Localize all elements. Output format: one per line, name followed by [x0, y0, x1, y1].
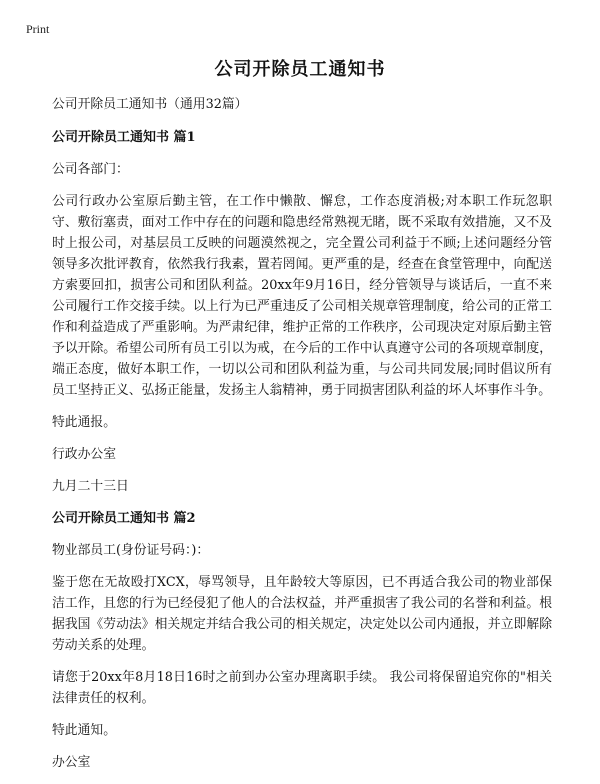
salutation: 物业部员工(身份证号码：)： [52, 543, 210, 558]
body-paragraph: 公司行政办公室原后勤主管，在工作中懒散、懈怠，工作态度消极;对本职工作玩忽职守、敷衍塞责，面对工作中存在的问题和隐患经常熟视无睹，既不采取有效措施，又不及时上报公司，对基层员工反映的问题漠然视之，完全置公司利益于不顾;上述问题经分管领导多次批评教育，依然我行我素，置若罔闻。更严重的是，经查在食堂管理中，向配送方索要回扣，损害公司和团队利益。20xx年9月16日，经分管领导与谈话后，一直不来公司履行工作交接手续。以上行为已严重违反了公司相关规章管理制度，给公司的正常工作和利益造成了严重影响。为严肃纪律，维护正常的工作秩序，公司现决定对原后勤主管予以开除。希望公司所有员工引以为戒，在今后的工作中认真遵守公司的各项规章制度，端正态度，做好本职工作，一切以公司和团队利益为重，与公司共同发展;同时倡议所有员工坚持正义、弘扬正能量，发扬主人翁精神，勇于同损害团队利益的坏人坏事作斗争。 [52, 194, 552, 398]
page-title: 公司开除员工通知书 [214, 59, 386, 80]
closing-line: 特此通报。 [52, 415, 116, 430]
body-paragraph: 鉴于您在无故殴打XCX，辱骂领导，且年龄较大等原因，已不再适合我公司的物业部保洁工作，且您的行为已经侵犯了他人的合法权益，并严重损害了我公司的名誉和利益。根据我国《劳动法》相关规定并结合我公司的相关规定，决定处以公司内通报，并立即解除劳动关系的处理。 [52, 575, 552, 653]
section-1 [52, 127, 552, 497]
date: 九月二十三日 [52, 479, 129, 494]
section-heading: 公司开除员工通知书 篇2 [52, 511, 196, 526]
salutation: 公司各部门： [52, 162, 129, 177]
closing-line: 特此通知。 [52, 723, 116, 738]
body-paragraph: 请您于20xx年8月18日16时之前到办公室办理离职手续。 我公司将保留追究你的"相关法律责任的权利。 [52, 670, 552, 706]
document-content [52, 94, 552, 784]
document-subtitle: 公司开除员工通知书（通用32篇） [52, 97, 248, 112]
signer: 行政办公室 [52, 447, 116, 462]
print-link[interactable]: Print [26, 22, 50, 36]
section-2 [52, 508, 552, 773]
signer: 办公室 [52, 755, 91, 770]
section-heading: 公司开除员工通知书 篇1 [52, 130, 196, 145]
